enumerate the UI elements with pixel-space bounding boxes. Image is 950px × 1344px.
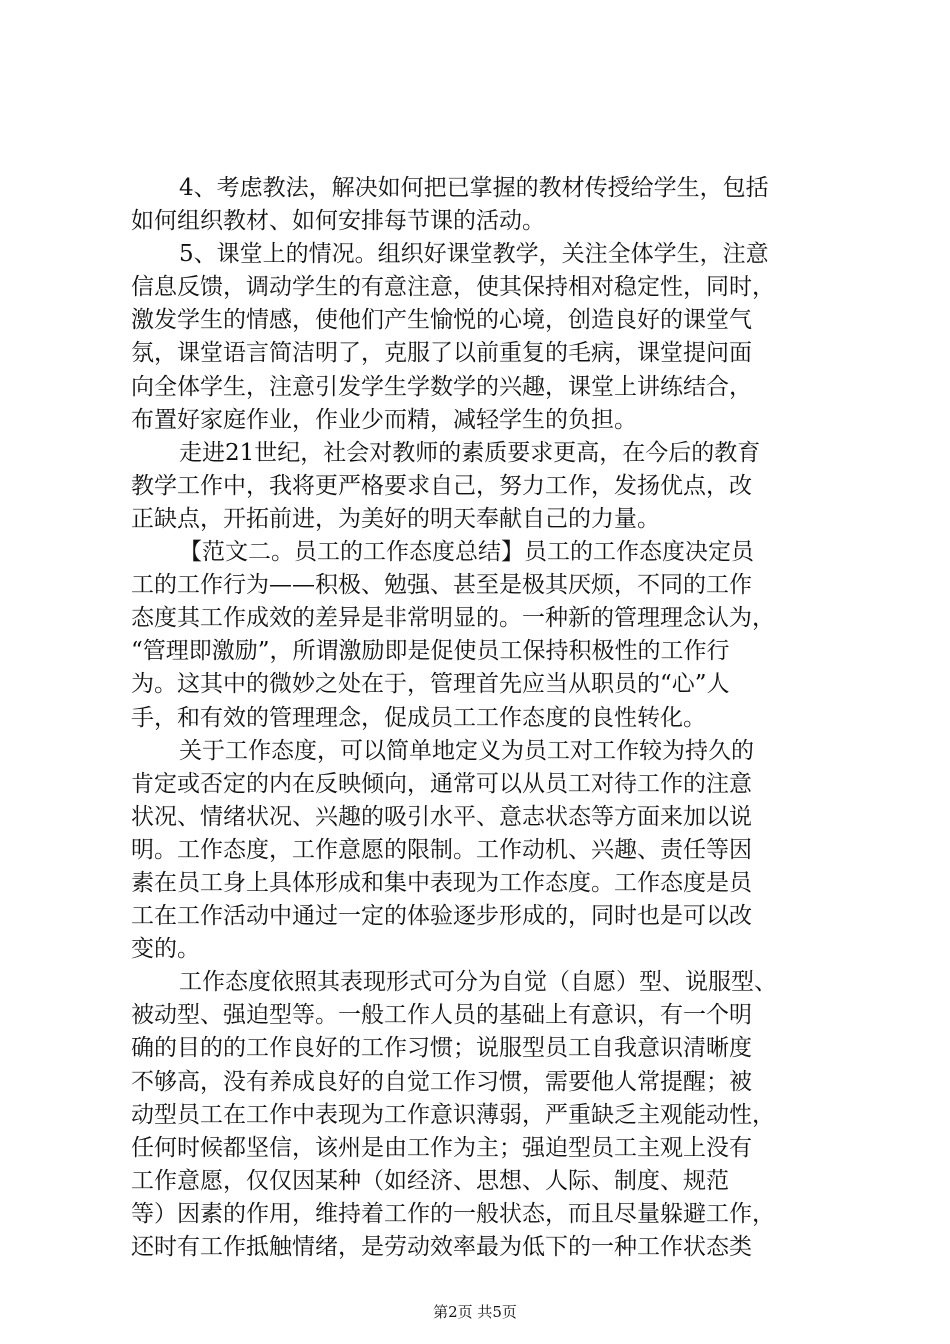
text-line: 激发学生的情感，使他们产生愉悦的心境，创造良好的课堂气 [131, 307, 752, 334]
text-line: 工作意愿，仅仅因某种（如经济、思想、人际、制度、规范 [131, 1167, 729, 1194]
text-line: 正缺点，开拓前进，为美好的明天奉献自己的力量。 [131, 505, 660, 532]
text-line: 确的目的的工作良好的工作习惯；说服型员工自我意识清晰度 [131, 1035, 752, 1062]
text-line: 工的工作行为——积极、勉强、甚至是极其厌烦，不同的工作 [131, 572, 752, 599]
text-line: 明。工作态度，工作意愿的限制。工作动机、兴趣、责任等因 [131, 836, 752, 863]
text-line: 变的。 [131, 936, 200, 963]
text-line: “管理即激励”，所谓激励即是促使员工保持积极性的工作行 [131, 638, 730, 665]
text-line: 4、考虑教法，解决如何把已掌握的教材传授给学生，包括 [179, 175, 769, 201]
text-line: 氛，课堂语言简洁明了，克服了以前重复的毛病，课堂提问面 [131, 340, 752, 367]
text-line: 不够高，没有养成良好的自觉工作习惯，需要他人常提醒；被 [131, 1068, 752, 1095]
text-line: 手，和有效的管理理念，促成员工工作态度的良性转化。 [131, 704, 706, 731]
body-text [131, 172, 831, 1264]
text-line: 布置好家庭作业，作业少而精，减轻学生的负担。 [131, 406, 637, 433]
text-line: 被动型、强迫型等。一般工作人员的基础上有意识，有一个明 [131, 1002, 752, 1029]
text-line: 态度其工作成效的差异是非常明显的。一种新的管理理念认为， [131, 605, 775, 632]
text-line: 还时有工作抵触情绪，是劳动效率最为低下的一种工作状态类 [131, 1234, 752, 1260]
text-line: 素在员工身上具体形成和集中表现为工作态度。工作态度是员 [131, 869, 752, 896]
text-line: 【范文二。员工的工作态度总结】员工的工作态度决定员 [179, 539, 754, 566]
text-line: 动型员工在工作中表现为工作意识薄弱，严重缺乏主观能动性， [131, 1101, 775, 1128]
text-line: 工在工作活动中通过一定的体验逐步形成的，同时也是可以改 [131, 903, 752, 930]
text-line: 工作态度依照其表现形式可分为自觉（自愿）型、说服型、 [179, 969, 777, 996]
text-line: 任何时候都坚信，该州是由工作为主；强迫型员工主观上没有 [131, 1134, 752, 1161]
text-line: 关于工作态度，可以简单地定义为员工对工作较为持久的 [179, 737, 754, 764]
page-number: 第2页 共5页 [433, 1303, 517, 1321]
text-line: 教学工作中，我将更严格要求自己，努力工作，发扬优点，改 [131, 472, 752, 499]
text-line: 5、课堂上的情况。组织好课堂教学，关注全体学生，注意 [179, 241, 769, 268]
text-line: 走进21世纪，社会对教师的素质要求更高，在今后的教育 [179, 439, 761, 466]
text-line: 如何组织教材、如何安排每节课的活动。 [131, 208, 545, 235]
text-line: 向全体学生，注意引发学生学数学的兴趣，课堂上讲练结合， [131, 373, 752, 400]
text-line: 等）因素的作用，维持着工作的一般状态，而且尽量躲避工作， [131, 1200, 775, 1227]
text-line: 为。这其中的微妙之处在于，管理首先应当从职员的“心”人 [131, 671, 730, 698]
text-line: 肯定或否定的内在反映倾向，通常可以从员工对待工作的注意 [131, 770, 752, 797]
text-line: 信息反馈，调动学生的有意注意，使其保持相对稳定性，同时， [131, 274, 775, 301]
text-line: 状况、情绪状况、兴趣的吸引水平、意志状态等方面来加以说 [131, 803, 752, 830]
